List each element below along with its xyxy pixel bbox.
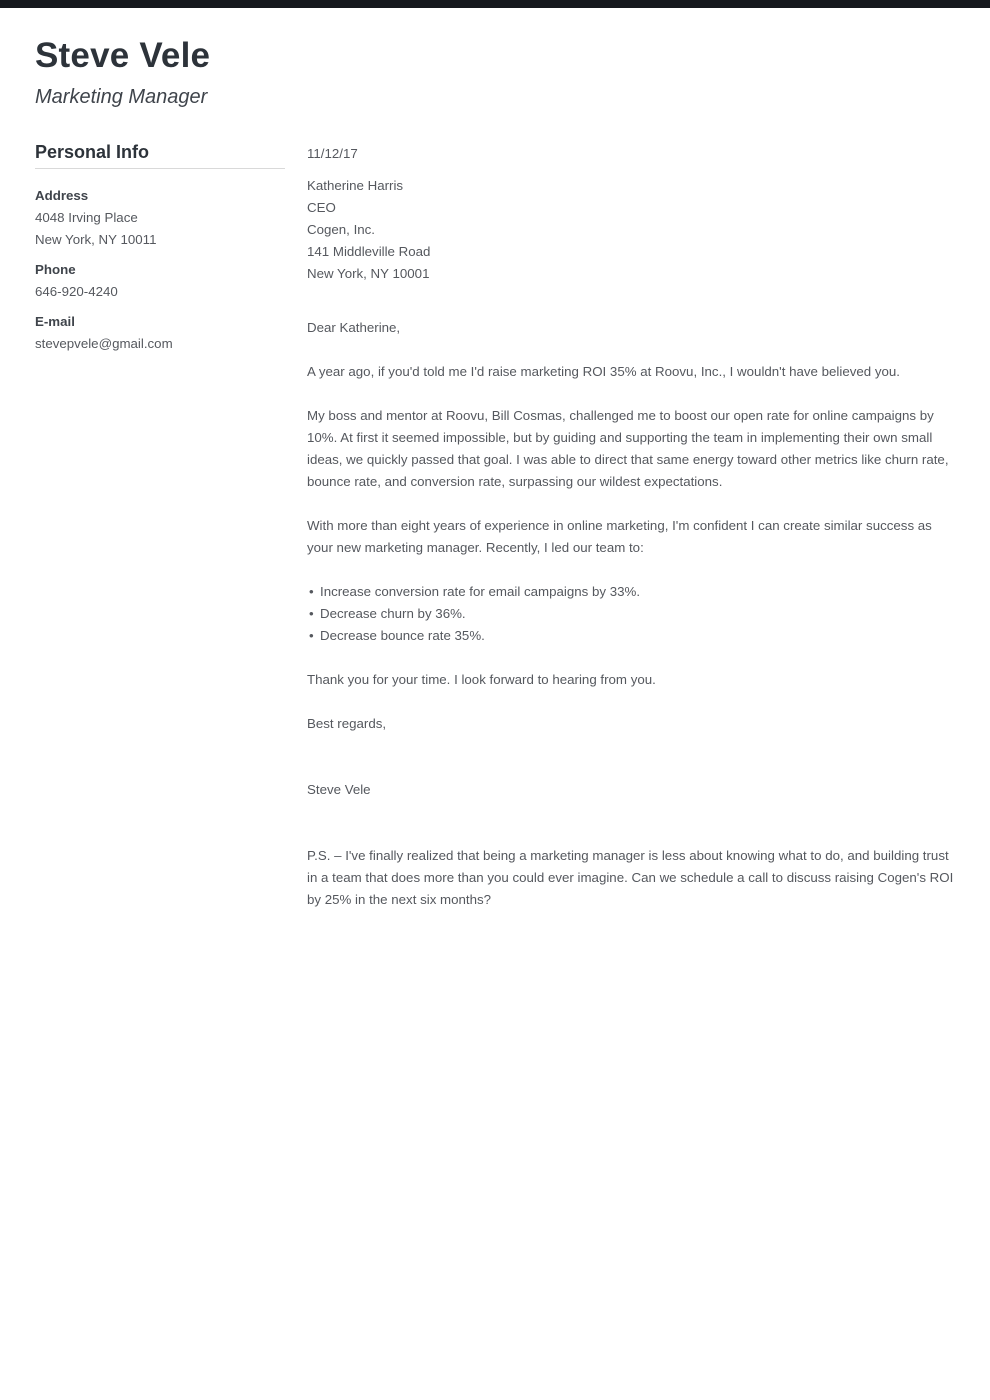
recipient-city: New York, NY 10001 bbox=[307, 266, 430, 282]
list-item bbox=[307, 581, 955, 603]
sidebar-groups bbox=[35, 185, 285, 355]
top-accent-bar bbox=[0, 0, 990, 8]
recipient-name: Katherine Harris bbox=[307, 178, 404, 194]
page-title-name: Steve Vele bbox=[35, 36, 211, 75]
email-label: E-mail bbox=[35, 314, 75, 330]
closing-line: Thank you for your time. I look forward to hearing from you. bbox=[307, 672, 656, 688]
list-item-text: Increase conversion rate for email campaigns by 33%. bbox=[320, 584, 641, 600]
address-line: 4048 Irving Place bbox=[35, 210, 138, 226]
address-label: Address bbox=[35, 188, 89, 204]
letter-header bbox=[0, 8, 990, 109]
list-item-text: Decrease churn by 36%. bbox=[320, 606, 466, 622]
recipient-role: CEO bbox=[307, 200, 336, 216]
phone-value: 646-920-4240 bbox=[35, 284, 118, 300]
sidebar-group-email bbox=[35, 311, 285, 355]
letter-date: 11/12/17 bbox=[307, 146, 358, 162]
salutation: Dear Katherine, bbox=[307, 320, 401, 336]
bullet-icon: • bbox=[309, 628, 314, 644]
list-item-text: Decrease bounce rate 35%. bbox=[320, 628, 485, 644]
content-columns bbox=[0, 143, 990, 911]
paragraph: My boss and mentor at Roovu, Bill Cosmas, challenged me to boost our open rate for online campaigns by 10%. At first it seemed impossible, but by guiding and supporting the team in implementing their own small ideas, we quickly passed that goal. I was able to direct that same energy toward other metrics like churn rate, bounce rate, and conversion rate, surpassing our wildest expectations. bbox=[307, 408, 949, 490]
paragraph: A year ago, if you'd told me I'd raise marketing ROI 35% at Roovu, Inc., I wouldn't have believed you. bbox=[307, 364, 900, 380]
sidebar-group-phone bbox=[35, 259, 285, 303]
personal-info-sidebar bbox=[35, 143, 285, 911]
recipient-street: 141 Middleville Road bbox=[307, 244, 431, 260]
sidebar-heading: Personal Info bbox=[35, 143, 285, 169]
email-value: stevepvele@gmail.com bbox=[35, 336, 173, 352]
sidebar-group-address bbox=[35, 185, 285, 251]
address-line: New York, NY 10011 bbox=[35, 232, 157, 248]
bullet-icon: • bbox=[309, 606, 314, 622]
postscript: P.S. – I've finally realized that being a marketing manager is less about knowing what to do, and building trust in a team that does more than you could ever imagine. Can we schedule a call to discuss raising Cogen's ROI by 25% in the next six months? bbox=[307, 848, 954, 908]
bullet-icon: • bbox=[309, 584, 314, 600]
letter-body bbox=[307, 143, 955, 911]
list-item bbox=[307, 625, 955, 647]
job-title: Marketing Manager bbox=[35, 86, 208, 109]
signature-name: Steve Vele bbox=[307, 782, 371, 798]
phone-label: Phone bbox=[35, 262, 76, 278]
achievement-list bbox=[307, 581, 955, 647]
recipient-block bbox=[307, 175, 955, 285]
paragraph: With more than eight years of experience in online marketing, I'm confident I can create similar success as your new marketing manager. Recently, I led our team to: bbox=[307, 518, 932, 556]
recipient-company: Cogen, Inc. bbox=[307, 222, 376, 238]
signoff: Best regards, bbox=[307, 716, 387, 732]
list-item bbox=[307, 603, 955, 625]
